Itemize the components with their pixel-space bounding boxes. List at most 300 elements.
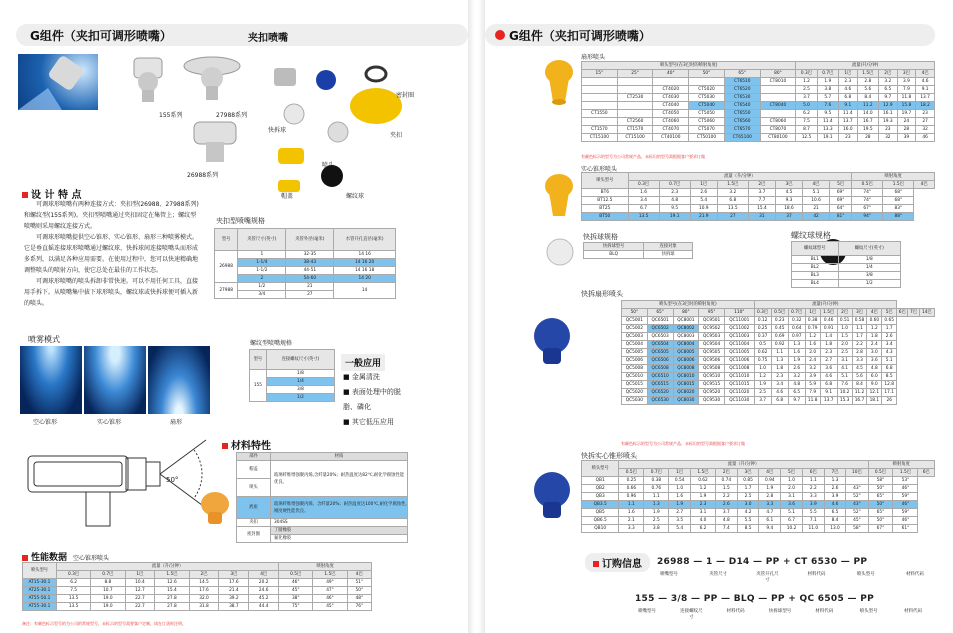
qfan-cell: QC5004 (622, 341, 648, 349)
qfan-cell: QC8030 (673, 397, 699, 405)
solid-header-flow: 流量（升/分钟） (628, 173, 852, 181)
fan-cell: CT4040 (653, 102, 689, 110)
fan-cell: CT1570 (582, 126, 618, 134)
fan-cell (582, 86, 618, 94)
spray-label-fan: 扇形 (170, 419, 183, 426)
qsolid-cell: 65° (868, 493, 893, 501)
order-label: 喷头型号 (859, 609, 878, 614)
material-cell: 夹扣 (237, 519, 271, 527)
qsolid-cell: 4.7 (759, 509, 781, 517)
solid-cell: 13.5 (628, 213, 659, 221)
qfan-cell: 0.37 (754, 333, 771, 341)
solid-row (582, 197, 935, 205)
qsolid-cell: 4.2 (737, 509, 759, 517)
fan-cell: 46 (916, 134, 935, 142)
qfan-cell: 15.3 (837, 397, 852, 405)
fan-pressure-header: 0.7巴 (817, 70, 838, 78)
qfan-cell: 1.1 (771, 349, 788, 357)
clamp-header-model: 型号 (215, 229, 238, 251)
qsolid-cell: 1.9 (691, 493, 716, 501)
perf-cell: 27.8 (155, 595, 189, 603)
solid-header-angle: 喷射角度 (852, 173, 935, 181)
qfan-subheader-row (622, 309, 935, 317)
fan-cell: 32 (916, 126, 935, 134)
application-item: ■ 其它低压应用 (343, 415, 413, 430)
thread-ball-cell: 1/4 (838, 264, 900, 272)
qsolid-cell: 59° (893, 493, 918, 501)
solid-section-title: 实心锥形喷头 (581, 166, 618, 173)
solid-cell: 10.9 (690, 205, 717, 213)
right-page (485, 0, 953, 633)
fan-cell: 39 (897, 134, 916, 142)
fan-cell: CT8060 (760, 118, 796, 126)
clamp-cell: 14 16 20 (334, 259, 396, 267)
perf-subheader: 0.5巴 (279, 571, 313, 579)
fan-cell: 23 (916, 110, 935, 118)
fan-cell: 13.7 (839, 118, 858, 126)
qfan-cell: 3.2 (788, 373, 805, 381)
qfan-row (622, 317, 935, 325)
thread-header-size: 连接螺纹尺寸(英寸) (266, 350, 334, 370)
quick-ball-title: 快拆球规格 (583, 233, 618, 241)
qsolid-cell: 6.1 (759, 517, 781, 525)
left-footnote: 备注：有颜色标示型号的为公司的常规型号，未标示的型号需要客户定制，请在订货时注明。 (22, 621, 186, 626)
order-label: 材料代码 (726, 609, 745, 614)
qfan-cell: 6.5 (788, 389, 805, 397)
qsolid-cell: 3.0 (737, 501, 759, 509)
qsolid-cell: 2.8 (759, 493, 781, 501)
qfan-cell: 0.5 (754, 341, 771, 349)
fan-cell: 11.8 (897, 94, 916, 102)
solid-subheader: 1.5巴 (883, 181, 914, 189)
qfan-cell: 0.58 (852, 317, 867, 325)
fan-cell: 7.6 (817, 102, 838, 110)
qsolid-cell: 1.0 (781, 477, 803, 485)
fan-cell: CT2530 (617, 94, 653, 102)
qfan-cell: QC11030 (725, 397, 755, 405)
fan-cell: CT8070 (760, 126, 796, 134)
qsolid-cell: 4.8 (715, 517, 737, 525)
left-header-subtitle: 夹扣喷嘴 (248, 33, 288, 44)
qfan-angle-header: 110° (725, 309, 755, 317)
section-marker-icon (22, 192, 28, 198)
solid-cell: 7.7 (748, 197, 775, 205)
thread-ball-row (792, 264, 901, 272)
fan-angle-header: 50° (689, 70, 725, 78)
qfan-cell: 1.7 (852, 333, 867, 341)
perf-cell: 21.4 (219, 587, 249, 595)
perf-cell: 7.5 (57, 587, 91, 595)
solid-cell: 18.6 (775, 205, 802, 213)
qfan-cell: QC5010 (622, 373, 648, 381)
solid-cell: 4.8 (659, 197, 690, 205)
solid-table-body (582, 189, 935, 221)
solid-cell: 37 (775, 213, 802, 221)
perf-subheader: 1.5巴 (313, 571, 347, 579)
fan-header-model: 喷头型号(在3巴时的喷射角度) (582, 62, 796, 70)
thread-ball-body (792, 256, 901, 288)
yellow-solid-tip-photo (535, 168, 583, 224)
photo-label-quick-ball: 快拆球 (268, 127, 287, 134)
fan-cell: 16.0 (839, 126, 858, 134)
solid-cell: 31 (748, 213, 775, 221)
qfan-cell: 2.8 (852, 349, 867, 357)
qfan-cell: QC11008 (725, 365, 755, 373)
perf-cell: 24.6 (249, 587, 279, 595)
qfan-header-model: 喷头型号(在3巴时的喷射角度) (622, 301, 755, 309)
qfan-pressure-header: 3巴 (852, 309, 867, 317)
qsolid-cell: 7.1 (802, 517, 824, 525)
qsolid-cell: 46° (893, 485, 918, 493)
solid-subheader: 3巴 (775, 181, 802, 189)
left-header-title: G组件（夹扣可调形喷嘴） (30, 29, 172, 43)
fan-pressure-header: 1巴 (839, 70, 858, 78)
qsolid-cell: 0.76 (644, 485, 669, 493)
solid-cell: BT50 (582, 213, 629, 221)
qsolid-subheader: 2巴 (715, 469, 737, 477)
perf-subheader: 2巴 (189, 571, 219, 579)
qsolid-cell: QB6.5 (582, 517, 619, 525)
qfan-cell: 2.6 (882, 333, 897, 341)
solid-table (581, 172, 935, 221)
qsolid-cell: 58° (868, 477, 893, 485)
solid-subheader: 1巴 (690, 181, 717, 189)
fan-cell: 6.2 (796, 110, 817, 118)
qsolid-subheader: 1.5巴 (893, 469, 918, 477)
fan-row (582, 110, 935, 118)
qsolid-cell: 52° (846, 509, 868, 517)
qfan-cell: 3.1 (837, 357, 852, 365)
qfan-cell: 1.8 (867, 333, 882, 341)
qfan-cell: QC8015 (673, 381, 699, 389)
fan-cell: CT6520 (724, 86, 760, 94)
qfan-cell: QC5002 (622, 325, 648, 333)
order-label: 材料代码 (815, 609, 834, 614)
qfan-cell: 1.6 (805, 341, 820, 349)
perf-cell: 6.2 (57, 579, 91, 587)
qfan-cell: 1.9 (754, 381, 771, 389)
qfan-pressure-header: 1巴 (805, 309, 820, 317)
qsolid-cell: 3.6 (781, 501, 803, 509)
qfan-cell: QC9515 (699, 381, 725, 389)
perf-cell: 10.4 (125, 579, 155, 587)
qfan-cell: 1.3 (788, 341, 805, 349)
fan-cell (617, 86, 653, 94)
clamp-cell: 27 (286, 291, 334, 299)
perf-cell: 38.7 (219, 603, 249, 611)
qsolid-cell: 52° (846, 493, 868, 501)
qfan-cell: 3.4 (882, 341, 897, 349)
qfan-cell: QC9505 (699, 349, 725, 357)
solid-cell: 19.1 (659, 213, 690, 221)
solid-header-model: 喷头型号 (582, 173, 629, 189)
qsolid-cell: 2.6 (715, 501, 737, 509)
qsolid-cell: 0.62 (691, 477, 716, 485)
qsolid-cell: 0.25 (619, 477, 644, 485)
perf-cell: 12.7 (125, 587, 155, 595)
quick-ball-cell: BLQ (584, 251, 644, 259)
fan-angle-header: 15° (582, 70, 618, 78)
perf-cell: AT15-30.1 (23, 579, 57, 587)
perf-cell: AT55-50.1 (23, 595, 57, 603)
qsolid-cell: 1.9 (669, 501, 691, 509)
qsolid-cell: 3.7 (715, 509, 737, 517)
photo-label-seal: 密封圈 (396, 92, 415, 99)
fan-cell: 4.6 (839, 86, 858, 94)
section-marker-icon (222, 443, 228, 449)
fan-cell: 6.8 (839, 94, 858, 102)
qsolid-cell: 4.0 (691, 517, 716, 525)
solid-cell: 9.3 (775, 197, 802, 205)
qfan-cell: 0.38 (805, 317, 820, 325)
qfan-cell: QC9506 (699, 357, 725, 365)
qfan-cell: 18.1 (867, 397, 882, 405)
material-cell: 丁腈橡胶 (271, 527, 408, 535)
solid-cell: 5.4 (690, 197, 717, 205)
qsolid-cell: 53° (893, 477, 918, 485)
qsolid-cell: 2.1 (619, 517, 644, 525)
qfan-cell: QC5015 (622, 381, 648, 389)
order-example-1: 26988 — 1 — D14 — PP + CT 6530 — PP (657, 557, 868, 567)
qfan-pressure-header: 6巴 (897, 309, 908, 317)
qfan-pressure-header: 7巴 (908, 309, 919, 317)
qfan-cell: 3.4 (771, 381, 788, 389)
qsolid-subheader: 6巴 (802, 469, 824, 477)
qfan-cell: 3.0 (867, 349, 882, 357)
material-cell: 氟化橡胶 (271, 535, 408, 543)
photo-label-clamp: 夹扣 (390, 132, 403, 139)
qsolid-cell: 43° (846, 485, 868, 493)
solid-cell: 9.5 (659, 205, 690, 213)
fan-cell: 19.5 (857, 126, 878, 134)
qsolid-cell: 1.1 (644, 493, 669, 501)
qfan-cell: 1.0 (754, 365, 771, 373)
qsolid-table (581, 460, 935, 533)
qsolid-cell: 45° (846, 517, 868, 525)
fan-cell: 19.7 (897, 110, 916, 118)
solid-cell: 2.3 (659, 189, 690, 197)
perf-cell: 51° (347, 579, 371, 587)
qfan-cell: QC5030 (622, 397, 648, 405)
fan-cell: CT5040 (689, 102, 725, 110)
qfan-cell: QC5008 (622, 365, 648, 373)
fan-cell: 13.3 (817, 126, 838, 134)
qfan-cell: 0.12 (754, 317, 771, 325)
thread-cell: 1/8 (266, 370, 334, 378)
perf-cell: 38° (279, 595, 313, 603)
qfan-cell: QC9504 (699, 341, 725, 349)
perf-cell: 39.2 (219, 595, 249, 603)
qfan-cell: QC6520 (647, 389, 673, 397)
qfan-cell: 11.2 (852, 389, 867, 397)
spray-label-solid: 实心锥形 (97, 419, 122, 426)
order-label: 连接螺纹尺寸 (680, 609, 703, 620)
qsolid-cell: 3.9 (802, 501, 824, 509)
qfan-cell: 9.0 (867, 381, 882, 389)
solid-cell: 4.5 (775, 189, 802, 197)
thread-ball-title: 螺纹球规格 (791, 231, 831, 240)
clamp-cell: 1-1/2 (238, 267, 286, 275)
fan-cell: CT5030 (689, 94, 725, 102)
left-page (0, 0, 468, 633)
qfan-cell: 2.5 (837, 349, 852, 357)
qfan-cell: 1.0 (837, 325, 852, 333)
solid-cell: 42 (803, 213, 830, 221)
qfan-cell: 1.7 (882, 325, 897, 333)
qfan-cell: QC8020 (673, 389, 699, 397)
thread-ball-row (792, 256, 901, 264)
qfan-pressure-header: 4巴 (867, 309, 882, 317)
clamp-cell: 26988 (215, 251, 238, 283)
qsolid-cell: 7.4 (715, 525, 737, 533)
solid-subheader-row (582, 181, 935, 189)
fan-cell: 1.9 (817, 78, 838, 86)
fan-cell: CT40100 (653, 134, 689, 142)
clamp-header-hole: 水管开孔直径(毫米) (334, 229, 396, 251)
qfan-cell: 0.60 (867, 317, 882, 325)
fan-cell (760, 94, 796, 102)
solid-row (582, 213, 935, 221)
fan-cell: CT15100 (582, 134, 618, 142)
solid-cell: 27 (717, 213, 748, 221)
qsolid-cell: 1.0 (669, 485, 691, 493)
fan-cell: CT8010 (760, 78, 796, 86)
fan-cell: 12.9 (879, 102, 898, 110)
qfan-cell: 0.97 (788, 333, 805, 341)
qsolid-subheader: 0.7巴 (644, 469, 669, 477)
order-label: 夹管尺寸 (709, 572, 728, 577)
perf-subheader: 0.7巴 (91, 571, 125, 579)
qfan-cell: 0.79 (805, 325, 820, 333)
applications-title: 一般应用 (341, 354, 385, 371)
qfan-cell: 1.1 (852, 325, 867, 333)
photo-label-27988: 27988系列 (216, 112, 248, 119)
fan-note: 有颜色标示的型号为公司常规产品，未标识的型号需根据客户要求订做 (581, 154, 705, 159)
qsolid-cell: 1.2 (691, 485, 716, 493)
perf-cell: 76° (347, 603, 371, 611)
perf-subheader-row (23, 571, 372, 579)
thread-cell: 1/2 (266, 394, 334, 402)
fan-cell: 32 (879, 134, 898, 142)
quick-ball-table (583, 242, 693, 259)
qfan-cell: 3.2 (805, 365, 820, 373)
qfan-cell: QC9501 (699, 317, 725, 325)
perf-cell: 14.5 (189, 579, 219, 587)
blue-qsolid-tip-photo (525, 466, 579, 524)
qfan-cell: QC6508 (647, 365, 673, 373)
qfan-cell: 0.62 (754, 349, 771, 357)
perf-cell: 19.0 (91, 595, 125, 603)
perf-subheader: 3巴 (219, 571, 249, 579)
fan-cell: 14.0 (857, 110, 878, 118)
material-cell: 玻璃纤维增强聚丙烯,含纤量20%；耐热温度达82℃,耐化学腐蚀性能优良。 (271, 461, 408, 497)
solid-subheader: 5巴 (830, 181, 852, 189)
perf-subheader: 1巴 (125, 571, 155, 579)
qsolid-cell: 50° (868, 517, 893, 525)
qsolid-row (582, 517, 935, 525)
qsolid-cell: 0.54 (669, 477, 691, 485)
left-header-bar (16, 24, 468, 46)
fan-row (582, 118, 935, 126)
qsolid-cell: 3.3 (759, 501, 781, 509)
clamp-cell: 1 (238, 251, 286, 259)
perf-subheader: 4巴 (249, 571, 279, 579)
thread-ball-cell: BL3 (792, 272, 839, 280)
solid-cell: 81° (830, 213, 852, 221)
qfan-cell: 0.25 (754, 325, 771, 333)
perf-subheader: 0.3巴 (57, 571, 91, 579)
fan-cell: CT6510 (724, 78, 760, 86)
clamp-cell: 14 16 18 (334, 267, 396, 275)
qfan-cell: 5.9 (805, 381, 820, 389)
thread-ball-cell: 3/8 (838, 272, 900, 280)
qfan-row (622, 397, 935, 405)
fan-cell: CT4030 (653, 94, 689, 102)
qsolid-subheader: 0.5巴 (619, 469, 644, 477)
solid-subheader: 0.5巴 (852, 181, 883, 189)
solid-cell: 6.7 (628, 205, 659, 213)
qsolid-cell: 8.5 (737, 525, 759, 533)
qfan-cell: 1.8 (820, 341, 837, 349)
perf-cell: 47° (313, 587, 347, 595)
qsolid-cell: 1.5 (715, 485, 737, 493)
qfan-angle-header: 95° (699, 309, 725, 317)
perf-row (23, 603, 372, 611)
perf-cell: 45° (279, 587, 313, 595)
qsolid-cell: 3.1 (781, 493, 803, 501)
clamp-header-size: 夹管尺寸(英寸) (238, 229, 286, 251)
fan-cell: 23 (839, 134, 858, 142)
perf-cell: 46° (279, 579, 313, 587)
fan-cell (653, 78, 689, 86)
perf-cell: 20.2 (249, 579, 279, 587)
qsolid-row (582, 493, 935, 501)
qfan-cell: 9.7 (788, 397, 805, 405)
fan-cell (617, 110, 653, 118)
qfan-cell: 11.8 (805, 397, 820, 405)
qsolid-cell: 6.2 (691, 525, 716, 533)
qfan-cell: 0.46 (820, 317, 837, 325)
fan-pressure-header: 3巴 (897, 70, 916, 78)
qfan-cell: QC8010 (673, 373, 699, 381)
nozzle-diagram (26, 436, 222, 536)
fan-row (582, 134, 935, 142)
thread-ball-row (792, 280, 901, 288)
perf-cell: 32.0 (189, 595, 219, 603)
thread-spec-table (249, 349, 335, 402)
qfan-cell: 6.8 (882, 365, 897, 373)
fan-cell (617, 78, 653, 86)
perf-section-title: 性能数据 空心锥形喷头 (22, 550, 109, 563)
quick-ball-header: 快拆球型号 (584, 243, 644, 251)
qfan-cell: QC5005 (622, 349, 648, 357)
qfan-cell: QC8006 (673, 357, 699, 365)
fan-section-title: 扇形喷头 (581, 54, 606, 61)
fan-cell: CT6540 (724, 102, 760, 110)
perf-cell: 17.6 (189, 587, 219, 595)
qsolid-cell: 2.6 (824, 485, 846, 493)
fan-cell: 1.2 (796, 78, 817, 86)
qfan-cell: 7.9 (805, 389, 820, 397)
qsolid-cell: 2.7 (669, 509, 691, 517)
perf-cell: 46° (313, 595, 347, 603)
fan-cell: CT4070 (653, 126, 689, 134)
perf-header-model: 喷头型号 (23, 563, 57, 579)
qsolid-cell: 1.7 (737, 485, 759, 493)
qsolid-cell: 43° (846, 501, 868, 509)
clamp-cell: 27988 (215, 283, 238, 299)
material-cell: 帽盖 (237, 461, 271, 479)
